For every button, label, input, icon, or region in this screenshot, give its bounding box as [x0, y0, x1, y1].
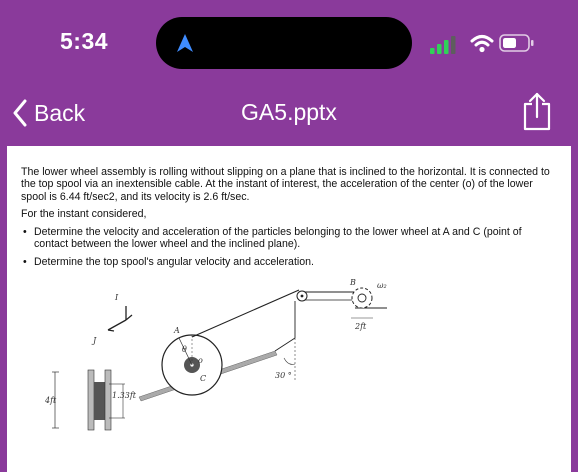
point-label-o: o	[198, 356, 203, 365]
task-list	[21, 226, 551, 269]
label-2ft: 2ft	[355, 322, 367, 331]
pulley	[275, 291, 307, 380]
label-4ft: 4ft	[45, 396, 57, 405]
cellular-signal-icon	[430, 36, 460, 54]
cable	[192, 290, 299, 337]
omega2-label: ω₂	[377, 281, 387, 290]
point-label-a: A	[174, 326, 180, 335]
point-label-b: B	[350, 278, 356, 287]
angle-label-theta: θ	[182, 345, 187, 354]
wheel-side-view	[44, 370, 137, 430]
lower-wheel	[162, 326, 222, 395]
coordinate-axes	[91, 293, 132, 345]
document-title: GA5.pptx	[241, 99, 337, 125]
task-item: • Determine the velocity and acceleration of the particles belonging to the lower wheel at A and C (point of contact between the lower wheel and the inclined plane).	[21, 226, 551, 251]
instruction-intro: For the instant considered,	[21, 208, 147, 221]
share-icon[interactable]	[521, 92, 553, 132]
battery-icon	[499, 34, 535, 52]
back-label: Back	[34, 99, 86, 126]
label-1-33ft: 1.33ft	[112, 391, 136, 400]
incline-angle-label: 30 °	[275, 371, 292, 380]
location-arrow-icon	[176, 33, 194, 53]
axis-label-i: I	[115, 293, 119, 302]
slide-content	[7, 146, 571, 472]
dynamic-island	[156, 17, 412, 69]
problem-statement: The lower wheel assembly is rolling without slipping on a plane that is inclined to the horizontal. It is connected to the top spool via an inextensible cable. At the instant of interest, the acceleration of the center (o) of the lower spool is 6.44 ft/sec2, and its velocity is 2.6 ft/sec.	[21, 166, 550, 203]
axis-label-j: J	[93, 336, 97, 345]
top-spool	[349, 278, 387, 331]
slide-text	[21, 166, 551, 275]
task-item: • Determine the top spool's angular velocity and acceleration.	[21, 256, 551, 268]
navigation-bar	[0, 86, 578, 146]
wifi-icon	[470, 33, 494, 53]
mechanism-diagram	[37, 268, 397, 464]
status-time: 5:34	[60, 28, 109, 54]
point-label-c: C	[200, 374, 207, 383]
status-bar	[0, 0, 578, 86]
